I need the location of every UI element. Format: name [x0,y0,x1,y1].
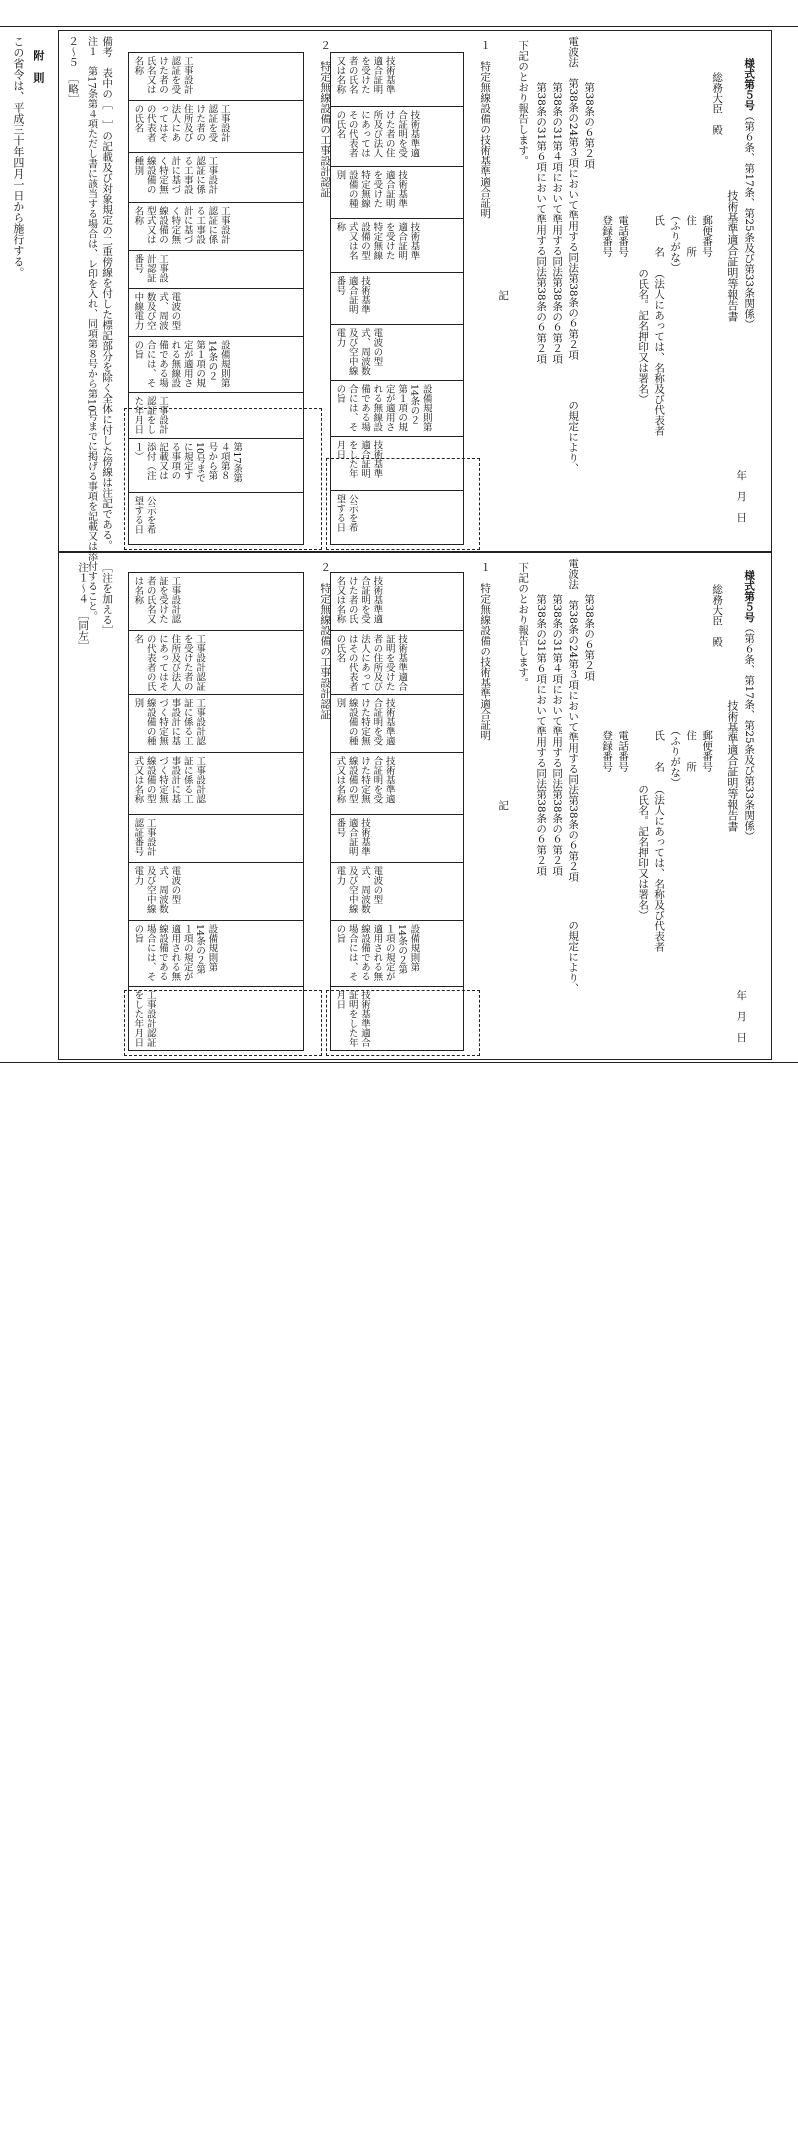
upper-sec1-heading: １ 特定無線設備の技術基準適合証明 [479,40,492,219]
lower-postal: 郵便番号 [701,730,714,772]
upper-ki: 記 [497,290,510,301]
upper-name: 氏 名 [653,215,666,257]
bottom-rule [0,1062,798,1063]
upper-sec1-dashed-box [326,458,480,550]
upper-title: 技術基準適合証明等報告書 [725,190,739,322]
lower-law-b: 電波法 第38条の24第３項において準用する同法第38条の６第２項 [567,558,580,882]
lower-address: 住 所 [685,730,698,772]
lower-name: 氏 名 [653,730,666,772]
lower-sec1-heading: １ 特定無線設備の技術基準適合証明 [479,562,492,741]
lower-furigana: （ふりがな） [669,725,682,788]
lower-sec2-h8: 工事設計認証をした年月日 [132,990,156,1047]
lower-sec1-h2: 技術基準適合証明を受けた者の住所及び法人にあってはその代表者の氏名 [334,634,408,691]
upper-form-scope: （第６条、第17条、第25条及び第33条関係） [743,110,756,330]
lower-date: 年 月 日 [735,990,748,1043]
lower-add-note: ［注を加える］ [101,562,114,636]
upper-law-d: 第38条の31第６項において準用する同法第38条の６第２項 [535,82,548,364]
upper-reg: 登録番号 [601,215,614,257]
upper-sec1-h6: 電波の型式、周波数及び空中線電力 [334,328,383,376]
lower-name-note2: の氏名。記名押印又は署名） [637,784,650,921]
upper-sec2-heading: ２ 特定無線設備の工事設計認証 [319,40,332,198]
upper-law-b: 電波法 第38条の24第３項において準用する同法第38条の６第２項 [567,36,580,360]
lower-sec2-h2: 工事設計認証を受けた者の住所及び法人にあってはその代表者の氏名 [132,634,206,691]
upper-form-header [742,58,756,329]
upper-sec2-h5: 工事設計認証番号 [132,254,169,283]
upper-sec2-h10: 公示を希望する日 [132,496,156,534]
lower-sec2-h3: 工事設計認証に係る工事設計に基づく特定無線設備の種別 [132,698,206,746]
lower-sec2-h4: 工事設計認証に係る工事設計に基づく特定無線設備の型式又は名称 [132,756,206,804]
upper-law-tail: の規定により、 [567,400,580,474]
lower-sec1-h8: 技術基準適合証明をした年月日 [334,990,371,1047]
upper-sec2-h7: 設備規則第14条の２第１項の規定が適用される無線設備である場合には、その旨 [132,340,230,388]
lower-form-header [742,570,756,841]
lower-report: 下記のとおり報告します。 [517,562,530,688]
lower-sec1-h4: 技術基準適合証明を受けた特定無線設備の型式又は名称 [334,756,395,804]
upper-date: 年 月 日 [735,470,748,523]
upper-form-no: 様式第５号 [743,58,756,111]
upper-sec1-h1: 技術基準適合証明を受けた者の氏名又は名称 [334,56,395,94]
lower-name-note1: （法人にあっては、名称及び代表者 [653,784,666,952]
upper-sec2-h2: 工事設計認証を受けた者の住所及び法人にあってはその代表者の氏名 [132,104,230,142]
upper-sec1-h5: 技術基準適合証明番号 [334,276,371,314]
upper-sec1-h8: 技術基準適合証明をした年月日 [334,440,383,478]
lower-sec2-h6: 電波の型式、周波数及び空中線電力 [132,866,181,914]
lower-title: 技術基準適合証明等報告書 [725,700,739,832]
lower-law-a: 第38条の６第２項 [583,594,596,681]
upper-note1: 注１ 第17条第４項ただし書に該当する場合は、レ印を入れ、同項第８号から第10号までに掲げる事項を記載又は添付すること。 [85,36,97,622]
upper-sec1-h3: 技術基準適合証明を受けた特定無線設備の種別 [334,170,408,208]
upper-sec1-h4: 技術基準適合証明を受けた特定無線設備の型式又は名称 [334,222,420,260]
upper-biko: 備考 表中の［ ］の記載及び対象規定の二重傍線を付した標記部分を除く全体に付した傍線は注記である。 [101,36,114,551]
upper-law-c: 第38条の31第４項において準用する同法第38条の６第２項 [551,82,564,364]
upper-sec2-h9: 第17条第４項第８号から第10号までに規定する事項の記載又は添付（注１） [132,442,243,483]
enforcement-text: この省令は、平成三十年四月一日から施行する。 [11,36,25,278]
lower-sec1-h5: 技術基準適合証明番号 [334,818,371,856]
upper-sec1-h9: 公示を希望する日 [334,494,358,532]
lower-note2: 注１～４ ［同左］ [77,562,90,652]
lower-ki: 記 [497,800,510,811]
upper-report: 下記のとおり報告します。 [517,40,530,166]
lower-sec1-h6: 電波の型式、周波数及び空中線電力 [334,866,383,914]
lower-sec1-h3: 技術基準適合証明を受けた特定無線設備の種別 [334,698,395,746]
upper-note2: ２～５ ［略］ [67,36,80,105]
upper-sec1-h7: 設備規則第14条の２第１項の規定が適用される無線設備である場合には、その旨 [334,384,432,432]
upper-addressee: 総務大臣 殿 [711,72,724,135]
lower-sec1-dashed-box [326,990,480,1056]
upper-sec2-h1: 工事設計認証を受けた者の氏名又は名称 [132,56,193,94]
upper-address: 住 所 [685,215,698,257]
lower-tel: 電話番号 [617,730,630,772]
lower-sec2-h1: 工事設計認証を受けた者の氏名又は名称 [132,576,181,624]
upper-tel: 電話番号 [617,215,630,257]
lower-sec1-h7: 設備規則第14条の２第１項の規定が適用される無線設備である場合には、その旨 [334,924,420,981]
upper-sec2-h6: 電波の型式、周波数及び空中線電力 [132,292,181,330]
lower-sec1-table [330,572,464,1051]
lower-sec2-heading: ２ 特定無線設備の工事設計認証 [319,562,332,720]
lower-sec2-dashed-box [124,990,322,1056]
upper-sec2-h3: 工事設計認証に係る工事設計に基づく特定無線設備の種別 [132,156,218,194]
upper-postal: 郵便番号 [701,215,714,257]
upper-name-note2: の氏名。記名押印又は署名） [637,268,650,405]
lower-sec2-table [128,572,304,1051]
lower-addressee: 総務大臣 殿 [711,584,724,647]
upper-sec2-dashed-box [124,408,322,550]
lower-sec2-h7: 設備規則第14条の２第１項の規定が適用される無線設備である場合には、その旨 [132,924,218,981]
upper-name-note1: （法人にあっては、名称及び代表者 [653,268,666,436]
top-rule [0,26,798,27]
upper-sec2-h4: 工事設計認証に係る工事設計に基づく特定無線設備の型式又は名称 [132,206,230,244]
upper-law-a: 第38条の６第２項 [583,82,596,169]
lower-law-tail: の規定により、 [567,920,580,994]
upper-sec1-h2: 技術基準適合証明を受けた者の住所及び法人にあってはその代表者の氏名 [334,110,420,158]
upper-furigana: （ふりがな） [669,210,682,273]
upper-sec2-h8: 工事設計認証をした年月日 [132,396,169,434]
lower-form-no: 様式第５号 [743,570,756,623]
suppl-heading: 附 則 [31,50,45,83]
lower-form-scope: （第６条、第17条、第25条及び第33条関係） [743,622,756,842]
lower-reg: 登録番号 [601,730,614,772]
lower-law-d: 第38条の31第６項において準用する同法第38条の６第２項 [535,594,548,876]
lower-sec1-h1: 技術基準適合証明を受けた者の氏名又は名称 [334,576,383,624]
lower-law-c: 第38条の31第４項において準用する同法第38条の６第２項 [551,594,564,876]
lower-sec2-h5: 工事設計認証番号 [132,818,156,856]
